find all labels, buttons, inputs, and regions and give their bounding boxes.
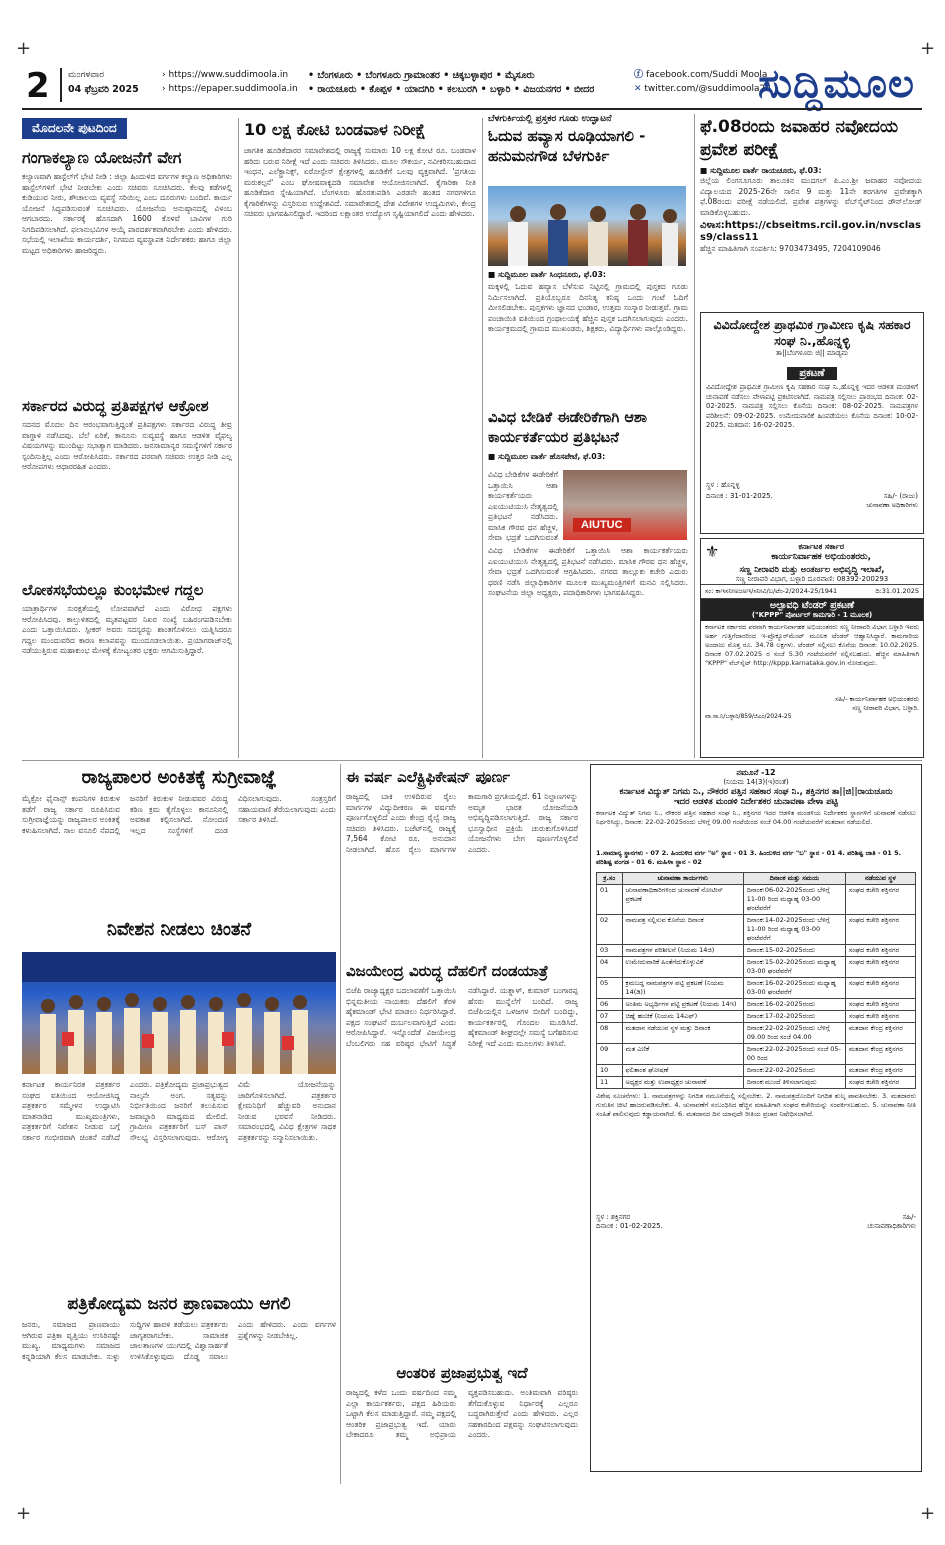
ad-sign-role: ಚುನಾವಣಾ ಅಧಿಕಾರಿಗಳು <box>866 501 918 509</box>
emblem-icon: ⚜ <box>705 542 720 561</box>
table-header-cell: ನಡೆಯುವ ಸ್ಥಳ <box>845 873 915 885</box>
article-body: ಜಿಲ್ಲೆಯ ಲಿಂಗಸೂಗೂರು ತಾಲೂಕಿನ ಮುದಗಲ್ ಪಿ.ಎಂ.ಶ್ರೀ ಜವಾಹರ ನವೋದಯ ವಿದ್ಯಾಲಯದ 2025-26ನೇ ಸಾಲಿನ 9 ಮತ್ತು 11ನೇ ತರಗತಿಗಳ ಪ್ರವೇಶಕ್ಕಾಗಿ ಫೆ.08ರಂದು ಪರೀಕ್ಷೆ ನಡೆಯಲಿದೆ. ಪ್ರವೇಶ ಪತ್ರಗಳನ್ನು ವೆಬ್‌ಸೈಟ್‌ನಿಂದ ಡೌನ್‌ಲೋಡ್ ಮಾಡಿಕೊಳ್ಳಬಹುದು. <box>700 176 922 217</box>
crop-mark: + <box>16 38 32 59</box>
header-twitter[interactable]: ✕ twitter.com/@suddimoola22 <box>634 84 771 94</box>
header-day: ಮಂಗಳವಾರ <box>68 70 105 80</box>
table-cell: 03 <box>597 945 623 957</box>
ad-tender-title: ಅಲ್ಪಾವಧಿ ಟೆಂಡರ್ ಪ್ರಕಟಣೆ <box>769 600 855 611</box>
table-row <box>597 885 916 915</box>
protest-banner: AIUTUC <box>573 518 631 532</box>
ad-tender-subtitle: ("KPPP" ಪೋರ್ಟಲ್ ಕಾಮಗಾರಿ - 1 ಮೂಲಕ) <box>751 611 873 619</box>
article-contact: ಹೆಚ್ಚಿನ ಮಾಹಿತಿಗಾಗಿ ಸಂಪರ್ಕಿಸಿ: 9703473495, 7204109046 <box>700 244 881 253</box>
article-body: ಕಲ್ಯಾಣವಾಗಿ ಹಾಸ್ಟೆಲ್‌ಗೆ ಭೇಟಿ ನೀಡಿ : ಜಿಲ್ಲಾ ಹಿಂದುಳಿದ ವರ್ಗಗಳ ಕಲ್ಯಾಣ ಅಧಿಕಾರಿಗಳು ಹಾಸ್ಟೆಲ್‌ಗಳಿಗೆ ಭೇಟಿ ನೀಡಬೇಕು ಎಂದು ಸಚಿವರು ಸೂಚಿಸಿದರು. ಕೆಲವು ಕಡೆಗಳಲ್ಲಿ ಕುಡಿಯುವ ನೀರು, ಶೌಚಾಲಯ ವ್ಯವಸ್ಥೆ ಸರಿಯಿಲ್ಲ ಎಂಬ ದೂರುಗಳು ಬಂದಿವೆ. ಕಾರ್ಯ ಯೋಜನೆ ಸಿದ್ಧಪಡಿಸುವಂತೆ ಸೂಚಿಸಿದರು. ಯೋಜನೆಯ ಅನುಷ್ಠಾನದಲ್ಲಿ ವಿಳಂಬ ಆಗಬಾರದು. ಸರ್ಕಾರಕ್ಕೆ ಹೊಸದಾಗಿ 1600 ಕೊಳವೆ ಬಾವಿಗಳ ಗುರಿ ನಿಗದಿಪಡಿಸಲಾಗಿದೆ. ಫಲಾನುಭವಿಗಳ ಆಯ್ಕೆ ಪಾರದರ್ಶಕವಾಗಿರಬೇಕು ಎಂದು ಹೇಳಿದರು. ಸಭೆಯಲ್ಲಿ ಇಲಾಖೆಯ ಕಾರ್ಯದರ್ಶಿ, ನಿಗಮದ ವ್ಯವಸ್ಥಾಪಕ ನಿರ್ದೇಶಕರು ಹಾಗೂ ಜಿಲ್ಲಾ ಮಟ್ಟದ ಅಧಿಕಾರಿಗಳು ಹಾಜರಿದ್ದರು. <box>22 172 232 255</box>
article-title: 10 ಲಕ್ಷ ಕೋಟಿ ಬಂಡವಾಳ ನಿರೀಕ್ಷೆ <box>244 120 426 139</box>
ad-gov: ಕರ್ನಾಟಕ ಸರ್ಕಾರ <box>798 542 845 551</box>
ad-sign: ಸಹಿ/- ಕಾರ್ಯನಿರ್ವಾಹಕ ಅಭಿಯಂತರರು <box>835 695 919 703</box>
article-title: ವಿಜಯೇಂದ್ರ ವಿರುದ್ಧ ದೆಹಲಿಗೆ ದಂಡಯಾತ್ರೆ <box>346 962 549 980</box>
ad-sign: ಸಹಿ/- (ರಾಜು) <box>883 492 918 500</box>
ad-sahakara <box>700 312 924 534</box>
article-hanuman-body <box>488 270 688 408</box>
ad-body: ವಿವಿದೋದ್ದೇಶ ಪ್ರಾಥಮಿಕ ಗ್ರಾಮೀಣ ಕೃಷಿ ಸಹಕಾರ ಸಂಘ ನಿ.,ಹೊನ್ನಳ್ಳಿ ಇದರ ಆಡಳಿತ ಮಂಡಳಿಗೆ ಚುನಾವಣೆ ನಡೆಸಲು ವೇಳಾಪಟ್ಟಿ ಪ್ರಕಟಿಸಲಾಗಿದೆ. ನಾಮಪತ್ರ ಸಲ್ಲಿಸಲು ಪ್ರಾರಂಭದ ದಿನಾಂಕ: 02-02-2025. ನಾಮಪತ್ರ ಸಲ್ಲಿಸಲು ಕೊನೆಯ ದಿನಾಂಕ: 08-02-2025. ನಾಮಪತ್ರಗಳ ಪರಿಶೀಲನೆ: 09-02-2025. ಉಮೇದುವಾರಿಕೆ ಹಿಂಪಡೆಯಲು ಕೊನೆಯ ದಿನಾಂಕ: 10-02-2025. ಮತದಾನ: 16-02-2025. <box>706 383 918 429</box>
ad-place: ಸ್ಥಳ : ಶಕ್ತಿನಗರ <box>596 1213 631 1221</box>
article-body: ಸದನದ ಮೊದಲ ದಿನ ಆರಂಭವಾಗುತ್ತಿದ್ದಂತೆ ಪ್ರತಿಪಕ್ಷಗಳು ಸರ್ಕಾರದ ವಿರುದ್ಧ ತೀವ್ರ ವಾಗ್ದಾಳಿ ನಡೆಸಿದವು. ಬೆಲೆ ಏರಿಕೆ, ಕಾನೂನು ಸುವ್ಯವಸ್ಥೆ ಹಾಗೂ ಆಡಳಿತ ವೈಫಲ್ಯ ವಿಷಯಗಳನ್ನು ಮುಂದಿಟ್ಟು ಸಭಾತ್ಯಾಗ ಮಾಡಿದರು. ಜನಸಾಮಾನ್ಯರ ಸಮಸ್ಯೆಗಳಿಗೆ ಸರ್ಕಾರ ಸ್ಪಂದಿಸುತ್ತಿಲ್ಲ ಎಂದು ಆರೋಪಿಸಿದರು. ಸರ್ಕಾರದ ಪರವಾಗಿ ಸಚಿವರು ಉತ್ತರ ನೀಡಿ ಎಲ್ಲ ಆರೋಪಗಳು ಆಧಾರರಹಿತ ಎಂದರು. <box>22 420 232 471</box>
table-cell: ಮತದಾನ ನಡೆಯುವ ಸ್ಥಳ ಮತ್ತು ದಿನಾಂಕ <box>622 1023 743 1044</box>
table-cell: 08 <box>597 1023 623 1044</box>
ad-title: ವಿವಿದೋದ್ದೇಶ ಪ್ರಾಥಮಿಕ ಗ್ರಾಮೀಣ ಕೃಷಿ ಸಹಕಾರ ಸಂಘ ನಿ.,ಹೊನ್ನಳ್ಳಿ <box>713 317 911 348</box>
article-byline: ■ ಸುದ್ದಿಮೂಲ ವಾರ್ತೆ ಸಿಂಧನೂರು, ಫೆ.03: <box>488 270 607 279</box>
article-lokasabha <box>22 580 232 772</box>
ad-title: ಕರ್ನಾಟಕ ವಿದ್ಯುತ್ ನಿಗಮ ನಿ., ನೌಕರರ ಪತ್ತಿನ ಸಹಕಾರ ಸಂಘ ನಿ., ಶಕ್ತಿನಗರ ತಾ||ಜಿ||ರಾಯಚೂರು <box>619 787 893 797</box>
ad-subtitle: ಇದರ ಆಡಳಿತ ಮಂಡಳಿ ನಿರ್ದೇಶಕರ ಚುನಾವಣಾ ವೇಳಾ ಪಟ್ಟಿ <box>674 797 838 807</box>
ad-ref-date: ದಿ:31.01.2025 <box>875 587 919 595</box>
article-title: ಸರ್ಕಾರದ ವಿರುದ್ಧ ಪ್ರತಿಪಕ್ಷಗಳ ಆಕ್ರೋಶ <box>22 397 209 415</box>
ad-office: ಕಾರ್ಯನಿರ್ವಾಹಕ ಅಭಿಯಂತರರು, <box>771 552 872 562</box>
article-patrika <box>22 1292 336 1490</box>
table-cell: ಮತದಾನ ಕೇಂದ್ರ ಶಕ್ತಿನಗರ <box>845 1065 915 1077</box>
ad-form: ನಮೂನೆ -12 <box>736 768 776 777</box>
ad-tender-bar <box>701 599 923 621</box>
article-title: ಓದುವ ಹವ್ಯಾಸ ರೂಢಿಯಾಗಲಿ - ಹನುಮನಗೌಡ ಬೆಳಗುರ್ಕಿ <box>488 127 646 165</box>
header-cities-row1: • ಬೆಂಗಳೂರು • ಬೆಂಗಳೂರು ಗ್ರಾಮಾಂತರ • ಚಿಕ್ಕಬಳ್ಳಾಪುರ • ಮೈಸೂರು <box>308 70 535 81</box>
article-title: ರಾಜ್ಯಪಾಲರ ಅಂಕಿತಕ್ಕೆ ಸುಗ್ರೀವಾಜ್ಞೆ <box>81 767 277 788</box>
table-cell: 01 <box>597 885 623 915</box>
table-cell: ಸಂಘದ ಕಚೇರಿ ಶಕ್ತಿನಗರ <box>845 885 915 915</box>
table-cell: ದಿನಾಂಕ:22-02-2025ರಂದು <box>743 1065 845 1077</box>
table-row <box>597 1023 916 1044</box>
table-row <box>597 999 916 1011</box>
table-cell: 04 <box>597 957 623 978</box>
event-photo <box>488 186 686 266</box>
table-cell: ದಿನಾಂಕ:14-02-2025ರಂದು ಬೆಳಿಗ್ಗೆ 11-00 ರಿಂದ ಮಧ್ಯಾಹ್ನ 03-00 ಘಂಟೆವರೆಗೆ <box>743 915 845 945</box>
table-cell: ಫಲಿತಾಂಶ ಘೋಷಣೆ <box>622 1065 743 1077</box>
table-cell: ದಿನಾಂಕ:16-02-2025ರಂದು ಮಧ್ಯಾಹ್ನ 03-00 ಘಂಟೆವರೆಗೆ <box>743 978 845 999</box>
article-body: ಮೈಕ್ರೋ ಫೈನಾನ್ಸ್ ಕಂಪನಿಗಳ ಕಿರುಕುಳ ತಡೆಗೆ ರಾಜ್ಯ ಸರ್ಕಾರ ರೂಪಿಸಿರುವ ಸುಗ್ರೀವಾಜ್ಞೆಯನ್ನು ರಾಜ್ಯಪಾಲರ ಅಂಕಿತಕ್ಕೆ ಕಳುಹಿಸಲಾಗಿದೆ. ಸಾಲ ವಸೂಲಿ ನೆಪದಲ್ಲಿ ಜನರಿಗೆ ಕಿರುಕುಳ ನೀಡುವವರ ವಿರುದ್ಧ ಕಠಿಣ ಕ್ರಮ ಕೈಗೊಳ್ಳಲು ಕಾನೂನಿನಲ್ಲಿ ಅವಕಾಶ ಕಲ್ಪಿಸಲಾಗಿದೆ. ನೋಂದಣಿ ಇಲ್ಲದ ಸಂಸ್ಥೆಗಳಿಗೆ ದಂಡ ವಿಧಿಸಲಾಗುವುದು. ಸಂತ್ರಸ್ತರಿಗೆ ಸಹಾಯವಾಣಿ ತೆರೆಯಲಾಗುವುದು ಎಂದು ಸರ್ಕಾರ ತಿಳಿಸಿದೆ. <box>22 794 336 835</box>
article-body-part1: ವಿವಿಧ ಬೇಡಿಕೆಗಳ ಈಡೇರಿಕೆಗೆ ಒತ್ತಾಯಿಸಿ ಆಶಾ ಕಾರ್ಯಕರ್ತೆಯರು ಎಐಯುಟಿಯುಸಿ ನೇತೃತ್ವದಲ್ಲಿ ಪ್ರತಿಭಟನೆ ನಡೆಸಿದರು. ಮಾಸಿಕ ಗೌರವ ಧನ ಹೆಚ್ಚಳ, ಸೇವಾ ಭದ್ರತೆ ಒದಗಿಸುವಂತೆ <box>488 470 558 542</box>
table-cell: ಸಂಘದ ಕಚೇರಿ ಶಕ್ತಿನಗರ <box>845 1011 915 1023</box>
people-icon <box>488 186 686 266</box>
article-kicker: ಬೆಳಗುರ್ಕಿಯಲ್ಲಿ ಪ್ರಸ್ತಕರ ಗೂಡು ಉದ್ಘಾಟನೆ <box>488 114 612 124</box>
article-vijayendra <box>346 960 578 1356</box>
article-title: ಪತ್ರಿಕೋದ್ಯಮ ಜನರ ಪ್ರಾಣವಾಯು ಆಗಲಿ <box>67 1294 291 1314</box>
table-cell: 06 <box>597 999 623 1011</box>
table-cell: 05 <box>597 978 623 999</box>
conference-photo <box>22 952 336 1074</box>
table-row <box>597 945 916 957</box>
section-tag: ಮೊದಲನೇ ಪುಟದಿಂದ <box>22 118 127 139</box>
article-title: ನಿವೇಶನ ನೀಡಲು ಚಿಂತನೆ <box>106 919 252 940</box>
table-cell: ಉಮೇದುವಾರಿಕೆ ಹಿಂತೆಗೆದುಕೊಳ್ಳುವಿಕೆ <box>622 957 743 978</box>
table-cell: ಕ್ರಮಬದ್ಧ ನಾಮಪತ್ರಗಳ ಪಟ್ಟಿ ಪ್ರಕಟಣೆ (ನಿಯಮ 14(ಡಿ)) <box>622 978 743 999</box>
page-number: 2 <box>26 66 50 106</box>
article-asha <box>488 408 688 462</box>
article-title: ಈ ವರ್ಷ ಎಲೆಕ್ಟ್ರಿಫಿಕೇಷನ್ ಪೂರ್ಣ <box>346 768 511 786</box>
header-date: 04 ಫೆಬ್ರವರಿ 2025 <box>68 84 139 95</box>
ad-place: ಸ್ಥಳ : ಹೊನ್ನಳ್ಳಿ <box>706 481 740 489</box>
chevron-right-icon: › <box>162 84 169 94</box>
table-row <box>597 1044 916 1065</box>
article-niveshana <box>22 918 336 942</box>
header-url-epaper[interactable]: › https://epaper.suddimoola.in <box>162 84 298 94</box>
ad-seats: 1.ಸಾಮಾನ್ಯ ಸ್ಥಾನಗಳು - 07 2. ಹಿಂದುಳಿದ ವರ್ಗ "ಅ" ಸ್ಥಾನ - 01 3. ಹಿಂದುಳಿದ ವರ್ಗ "ಬ" ಸ್ಥಾನ - 01 4. ಪರಿಶಿಷ್ಟ ಜಾತಿ - 01 5. ಪರಿಶಿಷ್ಟ ಪಂಗಡ - 01 6. ಮಹಿಳಾ ಸ್ಥಾನ - 02 <box>596 849 902 866</box>
table-cell: 09 <box>597 1044 623 1065</box>
crop-mark: + <box>920 38 936 59</box>
table-cell: 10 <box>597 1065 623 1077</box>
article-body: ಯಾತ್ರಾರ್ಥಿಗಳ ಸುರಕ್ಷತೆಯಲ್ಲಿ ಲೋಪವಾಗಿದೆ ಎಂದು ವಿರೋಧ ಪಕ್ಷಗಳು ಆರೋಪಿಸಿದವು. ಕಾಲ್ತುಳಿತದಲ್ಲಿ ಮೃತಪಟ್ಟವರ ನಿಖರ ಸಂಖ್ಯೆ ಬಹಿರಂಗಪಡಿಸಬೇಕು ಎಂದು ಒತ್ತಾಯಿಸಿದರು. ಸ್ಪೀಕರ್ ಅವರು ಸದಸ್ಯರನ್ನು ಶಾಂತಗೊಳಿಸಲು ಯತ್ನಿಸಿದರೂ ಗದ್ದಲ ಮುಂದುವರಿದ ಕಾರಣ ಕಲಾಪವನ್ನು ಮುಂದೂಡಲಾಯಿತು. ಪ್ರಯಾಗರಾಜ್‌ನಲ್ಲಿ ನಡೆಯುತ್ತಿರುವ ಮಹಾಕುಂಭ ಮೇಳಕ್ಕೆ ಕೋಟ್ಯಂತರ ಭಕ್ತರು ಆಗಮಿಸುತ್ತಿದ್ದಾರೆ. <box>22 604 232 655</box>
table-row <box>597 978 916 999</box>
table-cell: ಸಂಘದ ಕಚೇರಿ ಶಕ್ತಿನಗರ <box>845 915 915 945</box>
table-cell: ಸಂಘದ ಕಚೇರಿ ಶಕ್ತಿನಗರ <box>845 957 915 978</box>
ad-karnataka <box>700 538 924 758</box>
article-body: ಮಕ್ಕಳಲ್ಲಿ ಓದುವ ಹವ್ಯಾಸ ಬೆಳೆಸುವ ನಿಟ್ಟಿನಲ್ಲಿ ಗ್ರಾಮದಲ್ಲಿ ಪುಸ್ತಕದ ಗೂಡು ನಿರ್ಮಿಸಲಾಗಿದೆ. ಪ್ರತಿಯೊಬ್ಬರೂ ದಿನನಿತ್ಯ ಕನಿಷ್ಠ ಒಂದು ಗಂಟೆ ಓದಿಗೆ ಮೀಸಲಿಡಬೇಕು. ಪುಸ್ತಕಗಳು ಜ್ಞಾನದ ಭಂಡಾರ, ಉತ್ತಮ ಸಂಸ್ಕಾರ ನೀಡುತ್ತವೆ. ಗ್ರಾಮ ಪಂಚಾಯಿತಿ ವತಿಯಿಂದ ಗ್ರಂಥಾಲಯಕ್ಕೆ ಹೆಚ್ಚಿನ ಪುಸ್ತಕ ಒದಗಿಸಲಾಗುವುದು ಎಂದರು. ಕಾರ್ಯಕ್ರಮದಲ್ಲಿ ಗ್ರಾಮದ ಮುಖಂಡರು, ಶಿಕ್ಷಕರು, ವಿದ್ಯಾರ್ಥಿಗಳು ಪಾಲ್ಗೊಂಡಿದ್ದರು. <box>488 282 688 333</box>
table-cell: ದಿನಾಂಕ:06-02-2025ರಂದು ಬೆಳಿಗ್ಗೆ 11-00 ರಿಂದ ಮಧ್ಯಾಹ್ನ 03-00 ಘಂಟೆವರೆಗೆ <box>743 885 845 915</box>
table-row <box>597 1077 916 1089</box>
protest-photo <box>563 470 687 540</box>
table-cell: ಮತದಾನ ಕೇಂದ್ರ ಶಕ್ತಿನಗರ <box>845 1023 915 1044</box>
table-cell: ದಿನಾಂಕ:17-02-2025ರಂದು <box>743 1011 845 1023</box>
article-rajyapala <box>22 766 336 914</box>
ad-date: ದಿನಾಂಕ : 31-01-2025. <box>706 492 773 500</box>
page-header <box>22 60 922 107</box>
article-body: ರಾಜ್ಯದಲ್ಲಿ ಕಳೆದ ಒಂದು ವರ್ಷದಿಂದ ನಮ್ಮ ಎಲ್ಲಾ ಕಾರ್ಯಕರ್ತರು, ಪಕ್ಷದ ಹಿರಿಯರು ಒಟ್ಟಾಗಿ ಕೆಲಸ ಮಾಡುತ್ತಿದ್ದಾರೆ. ನಮ್ಮ ಪಕ್ಷದಲ್ಲಿ ಆಂತರಿಕ ಪ್ರಜಾಪ್ರಭುತ್ವ ಇದೆ. ಯಾರು ಬೇಕಾದರೂ ತಮ್ಮ ಅಭಿಪ್ರಾಯ ವ್ಯಕ್ತಪಡಿಸಬಹುದು. ಅಂತಿಮವಾಗಿ ವರಿಷ್ಠರು ತೆಗೆದುಕೊಳ್ಳುವ ನಿರ್ಧಾರಕ್ಕೆ ಎಲ್ಲರೂ ಬದ್ಧರಾಗಿರುತ್ತೇವೆ ಎಂದು ಹೇಳಿದರು. ಎಲ್ಲರ ಸಹಕಾರದಿಂದ ಪಕ್ಷವನ್ನು ಸಂಘಟಿಸಲಾಗುವುದು ಎಂದರು. <box>346 1388 578 1439</box>
ad-date: ದಿನಾಂಕ : 01-02-2025. <box>596 1222 663 1230</box>
ad-address: ಸಣ್ಣ ನೀರಾವರಿ ವಿಭಾಗ, ಬಳ್ಳಾರಿ ದೂರವಾಣಿ: 08392-200293 <box>735 575 889 583</box>
ad-notes: ವಿಶೇಷ ಸೂಚನೆಗಳು: 1. ನಾಮಪತ್ರಗಳನ್ನು ನಿಗದಿತ ನಮೂನೆಯಲ್ಲಿ ಸಲ್ಲಿಸಬೇಕು. 2. ನಾಮಪತ್ರದೊಂದಿಗೆ ನಿಗದಿತ ಶುಲ್ಕ ಪಾವತಿಸಬೇಕು. 3. ಮತದಾರರು ಗುರುತಿನ ಚೀಟಿ ಹಾಜರುಪಡಿಸಬೇಕು. 4. ಚುನಾವಣೆಗೆ ಸಂಬಂಧಿಸಿದ ಹೆಚ್ಚಿನ ಮಾಹಿತಿಗಾಗಿ ಸಂಘದ ಕಚೇರಿಯನ್ನು ಸಂಪರ್ಕಿಸಬಹುದು. 5. ಚುನಾವಣಾ ನೀತಿ ಸಂಹಿತೆ ಪಾಲಿಸುವುದು ಕಡ್ಡಾಯವಾಗಿದೆ. 6. ಮತದಾನದ ದಿನ ಯಾವುದೇ ರೀತಿಯ ಪ್ರಚಾರ ನಿಷೇಧಿಸಲಾಗಿದೆ. <box>596 1092 916 1118</box>
ad-body: ಕರ್ನಾಟಕ ಸರ್ಕಾರದ ಪರವಾಗಿ ಕಾರ್ಯನಿರ್ವಾಹಕ ಅಭಿಯಂತರರು ಸಣ್ಣ ನೀರಾವರಿ ವಿಭಾಗ ಬಳ್ಳಾರಿ ಇವರು ಅರ್ಹ ಗುತ್ತಿಗೆದಾರರಿಂದ ಇ-ಪ್ರೊಕ್ಯೂರ್‌ಮೆಂಟ್ ಮೂಲಕ ಟೆಂಡರ್ ಆಹ್ವಾನಿಸಿದ್ದಾರೆ. ಕಾಮಗಾರಿಯ ಅಂದಾಜು ಮೊತ್ತ ರೂ. 34.78 ಲಕ್ಷಗಳು. ಟೆಂಡರ್ ಸಲ್ಲಿಸಲು ಕೊನೆಯ ದಿನಾಂಕ: 10.02.2025. ದಿನಾಂಕ 07.02.2025 ರ ಸಂಜೆ 5.30 ಗಂಟೆಯವರೆಗೆ ಸಲ್ಲಿಸಬಹುದು. ಹೆಚ್ಚಿನ ಮಾಹಿತಿಗಾಗಿ "KPPP" ವೆಬ್‌ಸೈಟ್ http://kppp.karnataka.gov.in ನೋಡುವುದು. <box>705 623 919 667</box>
article-election <box>346 766 578 972</box>
table-cell: 07 <box>597 1011 623 1023</box>
table-cell: ದಿನಾಂಕ:ಮುಂದೆ ತಿಳಿಸಲಾಗುವುದು <box>743 1077 845 1089</box>
chevron-right-icon: › <box>162 70 169 80</box>
table-header-cell: ಚುನಾವಣಾ ಕಾರ್ಯಗಳು <box>622 873 743 885</box>
election-schedule-table <box>596 872 916 1089</box>
table-cell: ದಿನಾಂಕ:16-02-2025ರಂದು <box>743 999 845 1011</box>
table-header-cell: ದಿನಾಂಕ ಮತ್ತು ಸಮಯ <box>743 873 845 885</box>
table-cell: ಸಂಘದ ಕಚೇರಿ ಶಕ್ತಿನಗರ <box>845 1077 915 1089</box>
ad-footer: ವಾ.ಸಾ.ನಿ/ಬಳ್ಳಾರಿ/859/ಜಿಎಂ/2024-25 <box>705 713 792 720</box>
table-row <box>597 915 916 945</box>
crop-mark: + <box>920 1503 936 1524</box>
table-cell: ಚುನಾವಣಾಧಿಕಾರಿಗಳಿಂದ ಚುನಾವಣೆ ನೋಟೀಸ್ ಪ್ರಕಟಣೆ <box>622 885 743 915</box>
table-cell: ಸಂಘದ ಕಚೇರಿ ಶಕ್ತಿನಗರ <box>845 978 915 999</box>
crowd-icon <box>22 952 336 1074</box>
article-lakh <box>244 120 476 746</box>
table-cell: ಸಂಘದ ಕಚೇರಿ ಶಕ್ತಿನಗರ <box>845 999 915 1011</box>
ad-intro: ಕರ್ನಾಟಕ ವಿದ್ಯುತ್ ನಿಗಮ ನಿ., ನೌಕರರ ಪತ್ತಿನ ಸಹಕಾರ ಸಂಘ ನಿ., ಶಕ್ತಿನಗರ ಇದರ ಆಡಳಿತ ಮಂಡಳಿಯ ನಿರ್ದೇಶಕರ ಸ್ಥಾನಗಳಿಗೆ ಚುನಾವಣೆ ನಡೆಸಲು ನಿರ್ಧರಿಸಿದ್ದು, ದಿನಾಂಕ: 22-02-2025ರಂದು ಬೆಳಿಗ್ಗೆ 09.00 ಗಂಟೆಯಿಂದ ಸಂಜೆ 04.00 ಗಂಟೆಯವರೆಗೆ ಮತದಾನ ನಡೆಯಲಿದೆ. <box>596 809 916 826</box>
twitter-icon: ✕ <box>634 84 645 94</box>
table-cell: ದಿನಾಂಕ:22-02-2025ರಂದು ಬೆಳಿಗ್ಗೆ 09.00 ರಿಂದ ಸಂಜೆ 04.00 <box>743 1023 845 1044</box>
table-cell: ಮತ ಎಣಿಕೆ <box>622 1044 743 1065</box>
article-ganga <box>22 148 232 397</box>
table-cell: 11 <box>597 1077 623 1089</box>
header-facebook[interactable]: ⓕ facebook.com/Suddi Moola <box>634 70 768 80</box>
facebook-icon: ⓕ <box>634 70 647 80</box>
table-cell: ಅಧ್ಯಕ್ಷರ ಮತ್ತು ಉಪಾಧ್ಯಕ್ಷರ ಚುನಾವಣೆ <box>622 1077 743 1089</box>
ad-sign-2: ಸಣ್ಣ ನೀರಾವರಿ ವಿಭಾಗ, ಬಳ್ಳಾರಿ. <box>852 704 919 712</box>
ad-sign: ಸಹಿ/- <box>902 1213 916 1221</box>
article-title: ಗಂಗಾಕಲ್ಯಾಣ ಯೋಜನೆಗೆ ವೇಗ <box>22 148 182 167</box>
ad-dept: ಸಣ್ಣ ನೀರಾವರಿ ಮತ್ತು ಅಂತರ್ಜಲ ಅಭಿವೃದ್ಧಿ ಇಲಾಖೆ, <box>739 565 885 575</box>
article-antarika <box>346 1362 578 1488</box>
table-cell: ನಾಮಪತ್ರ ಸಲ್ಲಿಸುವ ಕೊನೆಯ ದಿನಾಂಕ <box>622 915 743 945</box>
table-header-cell: ಕ್ರ.ಸಂ <box>597 873 623 885</box>
article-body: ಜಾಗತಿಕ ಹೂಡಿಕೆದಾರರ ಸಮಾವೇಶದಲ್ಲಿ ರಾಜ್ಯಕ್ಕೆ ಸುಮಾರು 10 ಲಕ್ಷ ಕೋಟಿ ರೂ. ಬಂಡವಾಳ ಹರಿದು ಬರುವ ನಿರೀಕ್ಷೆ ಇದೆ ಎಂದು ಸಚಿವರು ತಿಳಿಸಿದರು. ಮೂಲ ಸೌಕರ್ಯ, ನವೀಕರಿಸಬಹುದಾದ ಇಂಧನ, ಎಲೆಕ್ಟ್ರಾನಿಕ್ಸ್, ಏರೋಸ್ಪೇಸ್ ಕ್ಷೇತ್ರಗಳಲ್ಲಿ ಹೂಡಿಕೆಗೆ ಒಲವು ವ್ಯಕ್ತವಾಗಿದೆ. 'ಪ್ರಗತಿಯ ಮರುಕಲ್ಪನೆ' ಎಂಬ ಘೋಷವಾಕ್ಯದಡಿ ಸಮಾವೇಶ ಆಯೋಜಿಸಲಾಗಿದೆ. ಕೈಗಾರಿಕಾ ನೀತಿ ಹೂಡಿಕೆದಾರ ಸ್ನೇಹಿಯಾಗಿದೆ. ಬೆಂಗಳೂರು ಹೊರತುಪಡಿಸಿ ಎರಡನೇ ಹಂತದ ನಗರಗಳಿಗೂ ಕೈಗಾರಿಕೆಗಳನ್ನು ವಿಸ್ತರಿಸುವ ಉದ್ದೇಶವಿದೆ. ಸಮಾವೇಶದಲ್ಲಿ ದೇಶ ವಿದೇಶಗಳ ಉದ್ಯಮಿಗಳು, ಕೇಂದ್ರ ಸಚಿವರು ಭಾಗವಹಿಸಲಿದ್ದಾರೆ. ಇದರಿಂದ ಲಕ್ಷಾಂತರ ಉದ್ಯೋಗ ಸೃಷ್ಟಿಯಾಗಲಿದೆ ಎಂದು ಹೇಳಿದರು. <box>244 146 476 218</box>
header-cities-row2: • ರಾಯಚೂರು • ಕೊಪ್ಪಳ • ಯಾದಗಿರಿ • ಕಲಬುರಗಿ • ಬಳ್ಳಾರಿ • ವಿಜಯನಗರ • ಬೀದರ <box>308 84 595 95</box>
article-title: ವಿವಿಧ ಬೇಡಿಕೆ ಈಡೇರಿಕೆಗಾಗಿ ಆಶಾ ಕಾರ್ಯಕರ್ತೆಯರ ಪ್ರತಿಭಟನೆ <box>488 410 647 446</box>
table-cell: ದಿನಾಂಕ:15-02-2025ರಂದು ಮಧ್ಯಾಹ್ನ 03-00 ಘಂಟೆವರೆಗೆ <box>743 957 845 978</box>
header-url-main[interactable]: › https://www.suddimoola.in <box>162 70 289 80</box>
article-hanuman <box>488 114 688 166</box>
table-row <box>597 1065 916 1077</box>
article-title: ಲೋಕಸಭೆಯಲ್ಲೂ ಕುಂಭಮೇಳ ಗದ್ದಲ <box>22 581 204 599</box>
masthead-logo: ಸುದ್ದಿಮೂಲ <box>758 60 915 107</box>
ad-vidyut <box>590 764 922 1472</box>
table-cell: ದಿನಾಂಕ:22-02-2025ರಂದು ಸಂಜೆ 05-00 ರಿಂದ <box>743 1044 845 1065</box>
table-cell: ದಿನಾಂಕ:15-02-2025ರಂದು <box>743 945 845 957</box>
article-byline: ■ ಸುದ್ದಿಮೂಲ ವಾರ್ತೆ ರಾಯಚೂರು, ಫೆ.03: <box>700 166 822 175</box>
table-row <box>597 1011 916 1023</box>
table-cell: ಅಂತಿಮ ಅಭ್ಯರ್ಥಿಗಳ ಪಟ್ಟಿ ಪ್ರಕಟಣೆ (ನಿಯಮ 14ಇ) <box>622 999 743 1011</box>
article-title: ಆಂತರಿಕ ಪ್ರಜಾಪ್ರಭುತ್ವ ಇದೆ <box>396 1364 528 1382</box>
article-byline: ■ ಸುದ್ದಿಮೂಲ ವಾರ್ತೆ ಹೊಸಪೇಟೆ, ಫೆ.03: <box>488 452 606 461</box>
ad-ref: ಸಂ: ಕಾಇಸನೀಅಜಅಇ/ಸನೀವಿ/ಬ/ಟೆಂ-2/2024-25/1941 <box>705 587 838 595</box>
article-niveshana-body: ಕರ್ನಾಟಕ ಕಾರ್ಯನಿರತ ಪತ್ರಕರ್ತರ ಸಂಘದ ವತಿಯಿಂದ ಆಯೋಜಿಸಿದ್ದ ಪತ್ರಕರ್ತರ ಸಮ್ಮೇಳನ ಉದ್ಘಾಟಿಸಿ ಮಾತನಾಡಿದ ಮುಖ್ಯಮಂತ್ರಿಗಳು, ಪತ್ರಕರ್ತರಿಗೆ ನಿವೇಶನ ನೀಡುವ ಬಗ್ಗೆ ಸರ್ಕಾರ ಗಂಭೀರವಾಗಿ ಚಿಂತನೆ ನಡೆಸಿದೆ ಎಂದರು. ಪತ್ರಿಕೋದ್ಯಮ ಪ್ರಜಾಪ್ರಭುತ್ವದ ನಾಲ್ಕನೇ ಅಂಗ. ಸತ್ಯವನ್ನು ನಿರ್ಭೀತಿಯಿಂದ ಜನರಿಗೆ ತಲುಪಿಸುವ ಜವಾಬ್ದಾರಿ ಮಾಧ್ಯಮದ ಮೇಲಿದೆ. ಗ್ರಾಮೀಣ ಪತ್ರಕರ್ತರಿಗೆ ಬಸ್ ಪಾಸ್ ಸೌಲಭ್ಯ ವಿಸ್ತರಿಸಲಾಗುವುದು. ಆರೋಗ್ಯ ವಿಮೆ ಯೋಜನೆಯನ್ನು ಜಾರಿಗೊಳಿಸಲಾಗಿದೆ. ಪತ್ರಕರ್ತರ ಕ್ಷೇಮನಿಧಿಗೆ ಹೆಚ್ಚುವರಿ ಅನುದಾನ ನೀಡುವ ಭರವಸೆ ನೀಡಿದರು. ಸಮಾರಂಭದಲ್ಲಿ ವಿವಿಧ ಕ್ಷೇತ್ರಗಳ ಸಾಧಕ ಪತ್ರಕರ್ತರನ್ನು ಸನ್ಮಾನಿಸಲಾಯಿತು. <box>22 1080 336 1142</box>
ad-subtitle: ತಾ||ಬೆಂಗಳೂರು ಜಿ|| ಮಾಡ್ಯಮ <box>775 349 849 357</box>
article-body: ಜನರು, ಸಮಾಜದ ಪ್ರಾಣವಾಯು ಆಗಿರುವ ಪತ್ರಿಕಾ ವೃತ್ತಿಯು ಉಸಿರಿನಷ್ಟೇ ಮುಖ್ಯ. ಮಾಧ್ಯಮಗಳು ಸಮಾಜದ ಕನ್ನಡಿಯಾಗಿ ಕೆಲಸ ಮಾಡಬೇಕು. ಸುಳ್ಳು ಸುದ್ದಿಗಳ ಹಾವಳಿ ತಡೆಯಲು ಪತ್ರಕರ್ತರು ಜಾಗೃತರಾಗಬೇಕು. ಸಾಮಾಜಿಕ ಜಾಲತಾಣಗಳ ಯುಗದಲ್ಲಿ ವಿಶ್ವಾಸಾರ್ಹತೆ ಉಳಿಸಿಕೊಳ್ಳುವುದು ದೊಡ್ಡ ಸವಾಲು ಎಂದು ಹೇಳಿದರು. ಎಂದು ವರ್ಗಗಳ ಪ್ರಶ್ನೆಗಳನ್ನು ನೀಡಬೇಕಿಲ್ಲ. <box>22 1320 336 1361</box>
crop-mark: + <box>16 1503 32 1524</box>
table-row <box>597 957 916 978</box>
article-body-part2: ವಿವಿಧ ಬೇಡಿಕೆಗಳ ಈಡೇರಿಕೆಗೆ ಒತ್ತಾಯಿಸಿ ಆಶಾ ಕಾರ್ಯಕರ್ತೆಯರು ಎಐಯುಟಿಯುಸಿ ನೇತೃತ್ವದಲ್ಲಿ ಪ್ರತಿಭಟನೆ ನಡೆಸಿದರು. ಮಾಸಿಕ ಗೌರವ ಧನ ಹೆಚ್ಚಳ, ಸೇವಾ ಭದ್ರತೆ ಒದಗಿಸುವಂತೆ ಆಗ್ರಹಿಸಿದರು. ನಗರದ ತಾಲ್ಲೂಕು ಕಚೇರಿ ಎದುರು ಧರಣಿ ನಡೆಸಿ ಜಿಲ್ಲಾಧಿಕಾರಿಗಳ ಮೂಲಕ ಮುಖ್ಯಮಂತ್ರಿಗಳಿಗೆ ಮನವಿ ಸಲ್ಲಿಸಿದರು. ಸಂಘಟನೆಯ ಜಿಲ್ಲಾ ಅಧ್ಯಕ್ಷರು, ಪದಾಧಿಕಾರಿಗಳು ಭಾಗವಹಿಸಿದ್ದರು. <box>488 546 688 597</box>
table-cell: ಮತದಾನ ಕೇಂದ್ರ ಶಕ್ತಿನಗರ <box>845 1044 915 1065</box>
table-cell: ಚಿಹ್ನೆ ಹಂಚಿಕೆ (ನಿಯಮ 14ಎಫ್) <box>622 1011 743 1023</box>
ad-rule: (ನಿಯಮ 14(3)(ಇ)ರಂತೆ) <box>723 778 789 786</box>
ad-sign-role: ಚುನಾವಣಾಧಿಕಾರಿಗಳು <box>867 1222 916 1230</box>
article-body: ರಾಜ್ಯದಲ್ಲಿ ಬಾಕಿ ಉಳಿದಿರುವ ರೈಲು ಮಾರ್ಗಗಳ ವಿದ್ಯುದೀಕರಣ ಈ ವರ್ಷವೇ ಪೂರ್ಣಗೊಳ್ಳಲಿದೆ ಎಂದು ಕೇಂದ್ರ ರೈಲ್ವೆ ರಾಜ್ಯ ಸಚಿವರು ತಿಳಿಸಿದರು. ಬಜೆಟ್‌ನಲ್ಲಿ ರಾಜ್ಯಕ್ಕೆ 7,564 ಕೋಟಿ ರೂ. ಅನುದಾನ ನೀಡಲಾಗಿದೆ. ಹೊಸ ರೈಲು ಮಾರ್ಗಗಳ ಕಾಮಗಾರಿ ಪ್ರಗತಿಯಲ್ಲಿದೆ. 61 ನಿಲ್ದಾಣಗಳನ್ನು ಅಮೃತ ಭಾರತ ಯೋಜನೆಯಡಿ ಅಭಿವೃದ್ಧಿಪಡಿಸಲಾಗುತ್ತಿದೆ. ರಾಜ್ಯ ಸರ್ಕಾರ ಭೂಸ್ವಾಧೀನ ಪ್ರಕ್ರಿಯೆ ಚುರುಕುಗೊಳಿಸಿದರೆ ಯೋಜನೆಗಳು ಬೇಗ ಪೂರ್ಣಗೊಳ್ಳಲಿವೆ ಎಂದರು. <box>346 792 578 854</box>
article-navodaya <box>700 116 922 274</box>
article-body: ಬಿಜೆಪಿ ರಾಜ್ಯಾಧ್ಯಕ್ಷರ ಬದಲಾವಣೆಗೆ ಒತ್ತಾಯಿಸಿ ಭಿನ್ನಮತೀಯ ನಾಯಕರು ದೆಹಲಿಗೆ ತೆರಳಿ ಹೈಕಮಾಂಡ್ ಭೇಟಿ ಮಾಡಲು ನಿರ್ಧರಿಸಿದ್ದಾರೆ. ಪಕ್ಷದ ಸಂಘಟನೆ ದುರ್ಬಲವಾಗುತ್ತಿದೆ ಎಂದು ಆರೋಪಿಸಿದ್ದಾರೆ. ಇನ್ನೊಂದೆಡೆ ವಿಜಯೇಂದ್ರ ಬೆಂಬಲಿಗರು ಸಹ ವರಿಷ್ಠರ ಭೇಟಿಗೆ ಸಿದ್ಧತೆ ನಡೆಸಿದ್ದಾರೆ. ಯತ್ನಾಳ್, ಕುಮಾರ್ ಬಂಗಾರಪ್ಪ ಹೆಸರು ಮುನ್ನೆಲೆಗೆ ಬಂದಿದೆ. ರಾಜ್ಯ ಬಿಜೆಪಿಯಲ್ಲಿನ ಒಳಜಗಳ ಬೀದಿಗೆ ಬಂದಿದ್ದು, ಕಾರ್ಯಕರ್ತರಲ್ಲಿ ಗೊಂದಲ ಮೂಡಿಸಿದೆ. ಹೈಕಮಾಂಡ್ ಶೀಘ್ರದಲ್ಲೇ ಸಮಸ್ಯೆ ಬಗೆಹರಿಸುವ ನಿರೀಕ್ಷೆ ಇದೆ ಎಂದು ಮೂಲಗಳು ತಿಳಿಸಿವೆ. <box>346 986 578 1048</box>
table-cell: ನಾಮಪತ್ರಗಳ ಪರಿಶೀಲನೆ (ನಿಯಮ 14ಜಿ) <box>622 945 743 957</box>
article-link[interactable]: ವಿಳಾಸ:https://cbseitms.rcil.gov.in/nvsclass9/class11 <box>700 220 921 243</box>
article-title: ಫೆ.08ರಂದು ಜವಾಹರ ನವೋದಯ ಪ್ರವೇಶ ಪರೀಕ್ಷೆ <box>700 117 899 160</box>
article-sarkara <box>22 396 232 578</box>
ad-notice-label: ಪ್ರಕಟಣೆ <box>787 367 836 380</box>
table-cell: ಸಂಘದ ಕಚೇರಿ ಶಕ್ತಿನಗರ <box>845 945 915 957</box>
table-cell: 02 <box>597 915 623 945</box>
